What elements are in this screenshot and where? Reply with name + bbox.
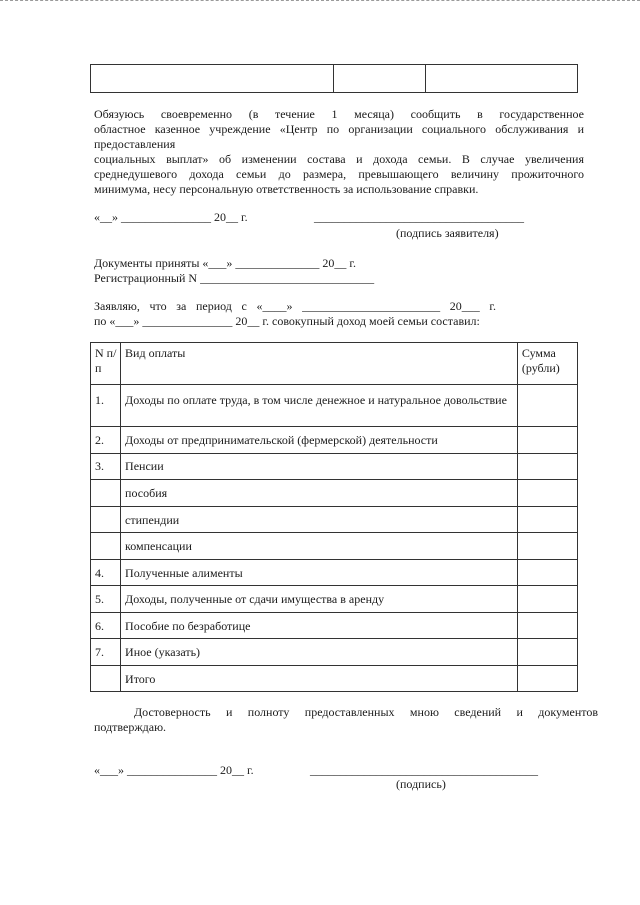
row-sum-field[interactable] [517,507,577,533]
row-label: Пенсии [121,454,518,480]
row-sum-field[interactable] [517,560,577,586]
confirmation [94,705,598,735]
row-label: стипендии [121,507,518,533]
row-sum-field[interactable] [517,385,577,427]
row-label: Иное (указать) [121,639,518,666]
confirmation-line-2: подтверждаю. [94,720,167,734]
obligation-paragraph [94,107,584,197]
table-row [91,613,578,639]
row-sum-field[interactable] [517,454,577,480]
table-row [91,639,578,666]
row-sum-field[interactable] [517,639,577,666]
header-num: N п/п [91,343,121,385]
final-signature-line[interactable]: ______________________________________ [310,763,538,777]
table-row [91,586,578,613]
final-date-line[interactable]: «___» _______________ 20__ г. [94,763,254,777]
table-row [91,385,578,427]
registration-number-line[interactable]: Регистрационный N _____________________________ [94,271,375,285]
row-num [91,533,121,560]
obligation-line-6: минимума, несу персональную ответственность за использование справки. [94,182,479,196]
row-sum-field[interactable] [517,533,577,560]
table-row-total [91,666,578,692]
confirmation-line-1: Достоверность и полноту предоставленных мною сведений и документов [134,705,598,719]
top-table-cell-1[interactable] [91,65,334,93]
row-num: 5. [91,586,121,613]
applicant-signature-caption: (подпись заявителя) [396,226,499,240]
row-num: 4. [91,560,121,586]
row-label: Доходы от предпринимательской (фермерской) деятельности [121,427,518,454]
income-table [90,342,578,692]
row-num: 2. [91,427,121,454]
top-table [90,64,578,93]
row-num [91,666,121,692]
declaration [94,299,496,314]
row-label: пособия [121,480,518,507]
applicant-signature-line[interactable]: ___________________________________ [314,210,524,224]
table-row [91,427,578,454]
row-sum-field[interactable] [517,666,577,692]
applicant-date-line[interactable]: «__» _______________ 20__ г. [94,210,248,224]
header-sum: Сумма (рубли) [517,343,577,385]
row-num [91,507,121,533]
row-num: 3. [91,454,121,480]
row-sum-field[interactable] [517,613,577,639]
row-label: Доходы, полученные от сдачи имущества в аренду [121,586,518,613]
obligation-line-3: предоставления [94,137,176,151]
row-sum-field[interactable] [517,427,577,454]
scan-top-edge [0,0,640,4]
documents-accepted-line[interactable]: Документы приняты «___» ______________ 20__ г. [94,256,356,270]
row-label: Пособие по безработице [121,613,518,639]
row-label: компенсации [121,533,518,560]
declaration-line-1[interactable]: Заявляю, что за период с «____» _______________________ 20___ г. [94,299,496,313]
top-table-cell-2[interactable] [334,65,426,93]
table-row [91,560,578,586]
header-type: Вид оплаты [121,343,518,385]
table-row [91,533,578,560]
obligation-line-2: областное казенное учреждение «Центр по организации социального обслуживания и [94,122,584,136]
row-label: Доходы по оплате труда, в том числе денежное и натуральное довольствие [121,385,518,427]
row-num [91,480,121,507]
row-num: 6. [91,613,121,639]
table-row [91,507,578,533]
obligation-line-4: социальных выплат» об изменении состава и дохода семьи. В случае увеличения [94,152,584,166]
declaration-line-2[interactable]: по «___» _______________ 20__ г. совокупный доход моей семьи составил: [94,314,480,328]
top-table-cell-3[interactable] [426,65,578,93]
row-sum-field[interactable] [517,586,577,613]
row-sum-field[interactable] [517,480,577,507]
row-label: Полученные алименты [121,560,518,586]
row-label: Итого [121,666,518,692]
obligation-line-5: среднедушевого дохода семьи до размера, превышающего величину прожиточного [94,167,584,181]
obligation-line-1: Обязуюсь своевременно (в течение 1 месяца) сообщить в государственное [94,107,584,121]
income-table-header [91,343,578,385]
table-row [91,480,578,507]
row-num: 1. [91,385,121,427]
row-num: 7. [91,639,121,666]
table-row [91,454,578,480]
final-signature-caption: (подпись) [396,777,446,791]
